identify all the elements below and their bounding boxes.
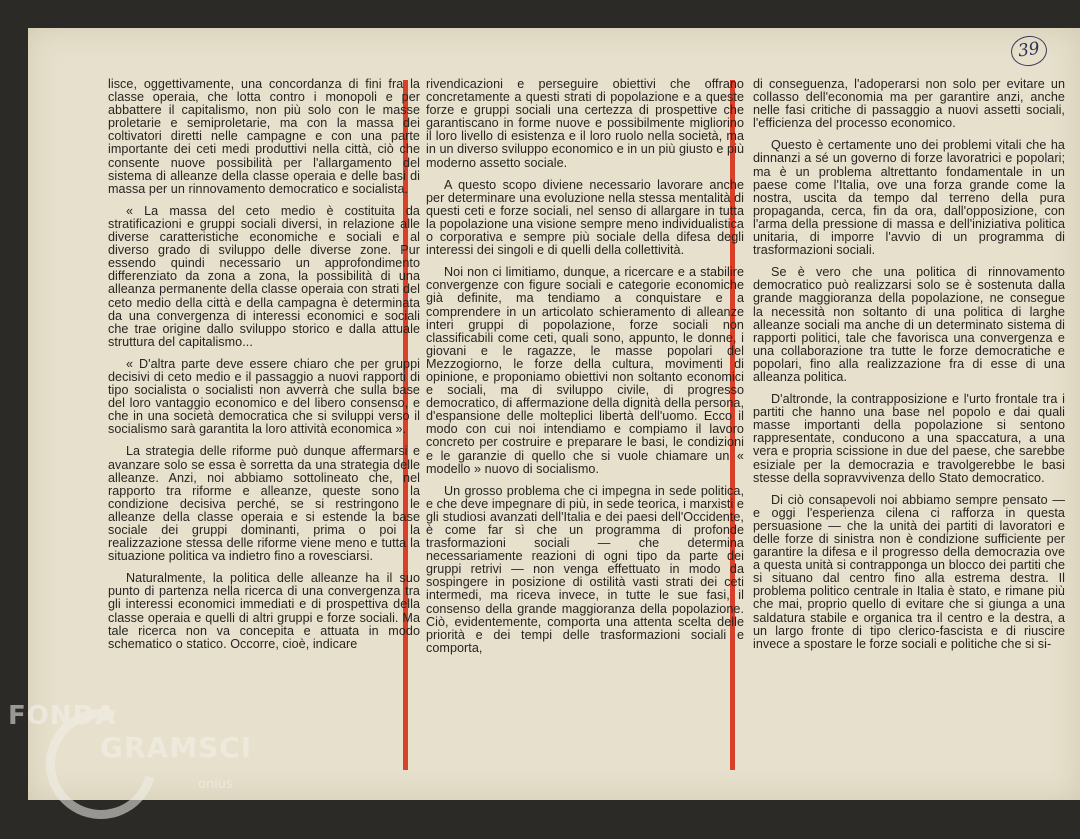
paragraph: lisce, oggettivamente, una concordanza di fini fra la classe operaia, che lotta contro i monopoli e per abbattere il capitalismo, non più solo con le masse proletarie e semiproletarie, ma con la massa dei coltivatori diretti nelle campagne e con una parte importante dei ceti medi produttivi nella città, ciò che consente nuove possibilità per l'allargamento del sistema di alleanze della classe operaia e delle basi di massa per un rinnovamento democratico e socialista. <box>108 77 420 196</box>
watermark-text-main: GRAMSCI <box>100 731 253 764</box>
paragraph: La strategia delle riforme può dunque affermarsi e avanzare solo se essa è sorretta da una strategia delle alleanze. Anzi, noi abbiamo sottolineato che, nel rapporto tra riforme e alleanze, queste sono la condizione decisiva perché, se si restringono le alleanze della classe operaia e si estende la base sociale dei gruppi dominanti, prima o poi la realizzazione stessa delle riforme viene meno e tutta la situazione politica va indietro fino a rovesciarsi. <box>108 444 420 564</box>
paragraph: « La massa del ceto medio è costituita da stratificazioni e gruppi sociali diversi, in relazione alle diverse caratteristiche economiche e sociali e al diverso grado di sviluppo delle diverse zone. Pur essendo quindi necessario un approfondimento differenziato da zona a zona, la possibilità di una alleanza permanente della classe operaia con strati del ceto medio della città e della campagna è determinata da una convergenza di interessi economici e sociali che trae origine dallo sviluppo storico e dalla attuale struttura del capitalismo... <box>108 203 420 349</box>
paragraph: Naturalmente, la politica delle alleanze ha il suo punto di partenza nella ricerca di una convergenza tra gli interessi economici immediati e di prospettiva della classe operaia e quelli di altri gruppi e forze sociali. Ma tale ricerca non va concepita e attuata in modo schematico o statico. Occorre, cioè, indicare <box>108 571 420 651</box>
document-page <box>28 28 1080 800</box>
page-number-annotation: 39 <box>1009 34 1049 69</box>
paragraph: A questo scopo diviene necessario lavorare anche per determinare una evoluzione nella stessa mentalità di questi ceti e forze sociali, nel senso di allargare in tutta la popolazione una visione sempre meno individualistica o corporativa e sempre più sociale della difesa degli interessi dei singoli e di quelli della collettività. <box>426 177 744 258</box>
text-column-1 <box>108 78 420 760</box>
text-column-2 <box>426 78 744 760</box>
paragraph: Noi non ci limitiamo, dunque, a ricercare e a stabilire convergenze con figure sociali e categorie economiche già definite, ma tendiamo a conquistare e a comprendere in un articolato schieramento di alleanze interi gruppi di popolazione, forze sociali non classificabili come ceti, quali sono, appunto, le donne, i giovani e le ragazze, le masse popolari del Mezzogiorno, le forze della cultura, movimenti di opinione, e proponiamo obiettivi non soltanto economici e sociali, ma di sviluppo civile, di progresso democratico, di affermazione della dignità della persona, d'espansione delle molteplici libertà dell'uomo. Ecco il modo con cui noi intendiamo e compiamo il lavoro concreto per costruire e preparare le basi, le condizioni e le garanzie di quello che si vuole chiamare un « modello » nuovo di socialismo. <box>426 265 744 476</box>
paragraph: di conseguenza, l'adoperarsi non solo per evitare un collasso dell'economia ma per garantire anzi, anche nelle fasi critiche di passaggio a nuovi assetti sociali, l'efficienza del processo economico. <box>753 77 1065 131</box>
text-column-3 <box>753 78 1065 760</box>
paragraph: « D'altra parte deve essere chiaro che per gruppi decisivi di ceto medio e il passaggio a nuovi rapporti di tipo socialista o socialisti non avverrà che sulla base del loro vantaggio economico e del libero consenso, e che in una società democratica che si sviluppi verso il socialismo sarà garantita la loro attività economica ». <box>108 356 420 437</box>
paragraph: D'altronde, la contrapposizione e l'urto frontale tra i partiti che hanno una base nel popolo e dai quali masse importanti della popolazione si sentono rappresentate, conducono a una spaccatura, a una vera e propria scissione in due del paese, che sarebbe esiziale per la democrazia e travolgerebbe le basi stesse della sopravvivenza dello Stato democratico. <box>753 392 1065 485</box>
paragraph: Un grosso problema che ci impegna in sede politica, e che deve impegnare di più, in sede teorica, i marxisti e gli studiosi avanzati dell'Italia e dei paesi dell'Occidente, è come far sì che un programma di profonde trasformazioni sociali — che determina necessariamente reazioni di ogni tipo da parte dei gruppi retrivi — non venga effettuato in modo da sospingere in posizione di ostilità vasti strati dei ceti intermedi, ma riceva invece, in tutte le sue fasi, il consenso della grande maggioranza della popolazione. Ciò, evidentemente, comporta una attenta scelta delle priorità e dei tempi delle trasformazioni sociali e comporta, <box>426 483 744 655</box>
paragraph: Se è vero che una politica di rinnovamento democratico può realizzarsi solo se è sostenuta dalla grande maggioranza della popolazione, ne consegue la necessità non soltanto di una politica di larghe alleanze sociali ma anche di un determinato sistema di rapporti politici, tale che favorisca una convergenza e una collaborazione tra tutte le forze democratiche e popolari, fino alla realizzazione fra di esse di una alleanza politica. <box>753 265 1065 384</box>
archive-watermark-logo <box>8 695 268 810</box>
paragraph: Questo è certamente uno dei problemi vitali che ha dinnanzi a sé un governo di forze lavoratrici e popolari; ma è un problema altrettanto fondamentale in un paese come l'Italia, ove una forza grande come la nostra, uscita da tempo dal terreno della pura propaganda, cerca, fin da ora, dall'opposizione, con l'arma della pressione di massa e dell'iniziativa politica unitaria, di imporre l'avvio di un programma di trasformazioni sociali. <box>753 138 1065 258</box>
paragraph: rivendicazioni e perseguire obiettivi che offrano concretamente a questi strati di popolazione e a queste forze e gruppi sociali una certezza di prospettive che garantiscano in forme nuove e possibilmente migliorino il loro livello di esistenza e il loro ruolo nella società, ma in un diverso sviluppo economico e in un più giusto e più moderno assetto sociale. <box>426 77 744 170</box>
paragraph: Di ciò consapevoli noi abbiamo sempre pensato — e oggi l'esperienza cilena ci rafforza in questa persuasione — che la unità dei partiti di lavoratori e delle forze di sinistra non è condizione sufficiente per garantire la difesa e il progresso della democrazia ove a questa unità si contrapponga un blocco dei partiti che si situano dal centro fino alla estrema destra. Il problema politico centrale in Italia è stato, e rimane più che mai, proprio quello di evitare che si giunga a una saldatura stabile e organica tra il centro e la destra, a un largo fronte di tipo clerico-fascista e di riuscire invece a spostare le forze sociali e politiche che si si- <box>753 492 1065 651</box>
watermark-text-sub: onlus <box>198 777 233 792</box>
watermark-text-top: FONDA <box>8 701 117 731</box>
